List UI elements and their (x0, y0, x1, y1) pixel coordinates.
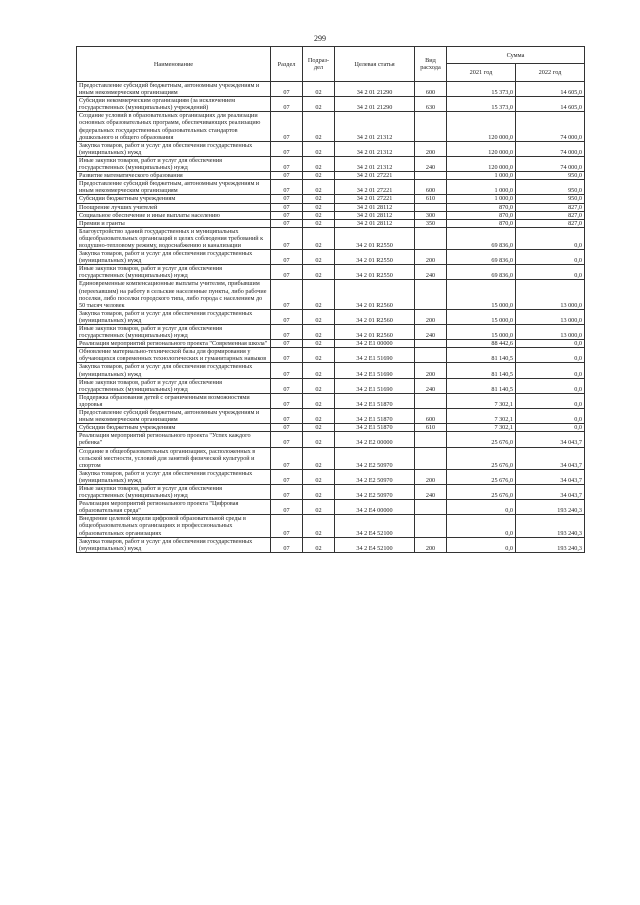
table-row (77, 112, 585, 141)
cell-subsection: 02 (303, 112, 335, 141)
cell-2021: 69 836,0 (447, 250, 516, 265)
cell-name: Обновление материально-технической базы для формирования у обучающихся современных технологических и гуманитарных навыков (77, 348, 271, 363)
cell-target: 34 2 E4 52100 (335, 537, 415, 552)
cell-subsection: 02 (303, 393, 335, 408)
cell-target: 34 2 E1 00000 (335, 340, 415, 348)
cell-type: 600 (415, 409, 447, 424)
cell-subsection: 02 (303, 447, 335, 469)
table-row (77, 363, 585, 378)
cell-2022: 0,0 (516, 340, 585, 348)
header-subsection: Подраз- дел (303, 47, 335, 82)
table-row (77, 432, 585, 447)
cell-2022: 13 000,0 (516, 280, 585, 309)
cell-2022: 13 000,0 (516, 309, 585, 324)
cell-section: 07 (271, 265, 303, 280)
cell-subsection: 02 (303, 537, 335, 552)
cell-name: Иные закупки товаров, работ и услуг для обеспечения государственных (муниципальных) нужд (77, 325, 271, 340)
cell-2022: 0,0 (516, 424, 585, 432)
cell-2021: 120 000,0 (447, 141, 516, 156)
cell-2021: 25 676,0 (447, 469, 516, 484)
table-row (77, 447, 585, 469)
cell-type: 200 (415, 537, 447, 552)
cell-2022: 950,0 (516, 180, 585, 195)
cell-type: 610 (415, 195, 447, 203)
cell-name: Закупка товаров, работ и услуг для обеспечения государственных (муниципальных) нужд (77, 363, 271, 378)
cell-subsection: 02 (303, 172, 335, 180)
cell-section: 07 (271, 211, 303, 219)
cell-section: 07 (271, 325, 303, 340)
cell-2022: 34 043,7 (516, 484, 585, 499)
cell-2021: 7 302,1 (447, 424, 516, 432)
cell-type (415, 340, 447, 348)
table-row (77, 227, 585, 249)
cell-target: 34 2 01 R2560 (335, 309, 415, 324)
cell-name: Предоставление субсидий бюджетным, автономным учреждениям и иным некоммерческим организациям (77, 82, 271, 97)
table-row (77, 195, 585, 203)
cell-section: 07 (271, 82, 303, 97)
cell-target: 34 2 01 27221 (335, 180, 415, 195)
cell-2021: 7 302,1 (447, 393, 516, 408)
cell-2022: 34 043,7 (516, 469, 585, 484)
table-row (77, 141, 585, 156)
cell-section: 07 (271, 309, 303, 324)
cell-type (415, 500, 447, 515)
cell-section: 07 (271, 432, 303, 447)
cell-name: Иные закупки товаров, работ и услуг для обеспечения государственных (муниципальных) нужд (77, 265, 271, 280)
cell-target: 34 2 01 27221 (335, 195, 415, 203)
cell-target: 34 2 01 21312 (335, 156, 415, 171)
cell-subsection: 02 (303, 409, 335, 424)
table-row (77, 172, 585, 180)
cell-2021: 120 000,0 (447, 112, 516, 141)
cell-2021: 81 140,5 (447, 378, 516, 393)
cell-2021: 120 000,0 (447, 156, 516, 171)
cell-section: 07 (271, 484, 303, 499)
header-section: Раздел (271, 47, 303, 82)
cell-target: 34 2 01 21312 (335, 141, 415, 156)
cell-2021: 1 000,0 (447, 180, 516, 195)
cell-type (415, 432, 447, 447)
cell-2022: 0,0 (516, 348, 585, 363)
cell-target: 34 2 01 21290 (335, 97, 415, 112)
cell-target: 34 2 E4 52100 (335, 515, 415, 537)
cell-subsection: 02 (303, 156, 335, 171)
table-row (77, 424, 585, 432)
cell-target: 34 2 01 R2550 (335, 265, 415, 280)
cell-subsection: 02 (303, 363, 335, 378)
cell-target: 34 2 E2 50970 (335, 484, 415, 499)
cell-2021: 81 140,5 (447, 348, 516, 363)
cell-name: Субсидии некоммерческим организациям (за исключением государственных (муниципальных) учреждений) (77, 97, 271, 112)
cell-2022: 950,0 (516, 172, 585, 180)
cell-type (415, 393, 447, 408)
cell-name: Развитие математического образования (77, 172, 271, 180)
cell-target: 34 2 E2 50970 (335, 469, 415, 484)
cell-name: Субсидии бюджетным учреждениям (77, 424, 271, 432)
cell-target: 34 2 01 21312 (335, 112, 415, 141)
table-row (77, 484, 585, 499)
cell-type (415, 280, 447, 309)
cell-section: 07 (271, 409, 303, 424)
cell-2021: 69 836,0 (447, 265, 516, 280)
header-year-2022: 2022 год (516, 64, 585, 82)
cell-2021: 15 000,0 (447, 280, 516, 309)
cell-name: Поддержка образования детей с ограниченными возможностями здоровья (77, 393, 271, 408)
cell-subsection: 02 (303, 515, 335, 537)
cell-type: 240 (415, 265, 447, 280)
cell-2021: 15 000,0 (447, 325, 516, 340)
cell-2022: 34 043,7 (516, 432, 585, 447)
cell-subsection: 02 (303, 378, 335, 393)
cell-name: Единовременные компенсационные выплаты учителям, прибывшим (переехавшим) на работу в сельские населенные пункты, либо рабочие поселки, либо поселки городского типа, либо города с населением до 50 тысяч человек (77, 280, 271, 309)
cell-2021: 81 140,5 (447, 363, 516, 378)
cell-section: 07 (271, 363, 303, 378)
cell-2021: 88 442,6 (447, 340, 516, 348)
cell-name: Создание в общеобразовательных организациях, расположенных в сельской местности, условий для занятий физической культурой и спортом (77, 447, 271, 469)
cell-subsection: 02 (303, 469, 335, 484)
cell-target: 34 2 E1 51870 (335, 424, 415, 432)
cell-target: 34 2 E4 00000 (335, 500, 415, 515)
cell-subsection: 02 (303, 211, 335, 219)
cell-2021: 1 000,0 (447, 195, 516, 203)
cell-name: Иные закупки товаров, работ и услуг для обеспечения государственных (муниципальных) нужд (77, 484, 271, 499)
table-row (77, 219, 585, 227)
cell-section: 07 (271, 469, 303, 484)
cell-type: 630 (415, 97, 447, 112)
cell-subsection: 02 (303, 309, 335, 324)
cell-type: 610 (415, 424, 447, 432)
cell-2022: 0,0 (516, 250, 585, 265)
cell-subsection: 02 (303, 250, 335, 265)
cell-subsection: 02 (303, 325, 335, 340)
cell-type (415, 172, 447, 180)
cell-type: 350 (415, 219, 447, 227)
cell-type: 600 (415, 82, 447, 97)
header-target: Целевая статья (335, 47, 415, 82)
cell-target: 34 2 01 28112 (335, 219, 415, 227)
cell-subsection: 02 (303, 97, 335, 112)
cell-2022: 193 240,3 (516, 537, 585, 552)
cell-subsection: 02 (303, 203, 335, 211)
cell-2021: 7 302,1 (447, 409, 516, 424)
table-row (77, 500, 585, 515)
cell-section: 07 (271, 500, 303, 515)
cell-target: 34 2 01 21290 (335, 82, 415, 97)
cell-target: 34 2 01 27221 (335, 172, 415, 180)
cell-target: 34 2 E2 00000 (335, 432, 415, 447)
cell-name: Закупка товаров, работ и услуг для обеспечения государственных (муниципальных) нужд (77, 537, 271, 552)
cell-section: 07 (271, 537, 303, 552)
cell-section: 07 (271, 112, 303, 141)
table-row (77, 156, 585, 171)
cell-target: 34 2 E1 51690 (335, 348, 415, 363)
cell-2022: 0,0 (516, 393, 585, 408)
cell-name: Предоставление субсидий бюджетным, автономным учреждениям и иным некоммерческим организациям (77, 180, 271, 195)
cell-2022: 0,0 (516, 227, 585, 249)
cell-target: 34 2 01 R2550 (335, 250, 415, 265)
cell-2022: 193 240,3 (516, 515, 585, 537)
cell-2022: 74 000,0 (516, 112, 585, 141)
cell-2021: 15 373,0 (447, 82, 516, 97)
cell-type: 240 (415, 378, 447, 393)
cell-type: 300 (415, 211, 447, 219)
cell-section: 07 (271, 378, 303, 393)
cell-target: 34 2 01 R2550 (335, 227, 415, 249)
cell-subsection: 02 (303, 195, 335, 203)
cell-name: Реализация мероприятий регионального проекта "Цифровая образовательная среда" (77, 500, 271, 515)
table-body (77, 82, 585, 553)
cell-2022: 827,0 (516, 203, 585, 211)
cell-2022: 827,0 (516, 211, 585, 219)
cell-target: 34 2 E2 50970 (335, 447, 415, 469)
cell-section: 07 (271, 227, 303, 249)
table-row (77, 97, 585, 112)
table-row (77, 203, 585, 211)
cell-name: Поощрение лучших учителей (77, 203, 271, 211)
cell-type (415, 112, 447, 141)
cell-name: Социальное обеспечение и иные выплаты населению (77, 211, 271, 219)
cell-subsection: 02 (303, 280, 335, 309)
cell-section: 07 (271, 424, 303, 432)
cell-type (415, 447, 447, 469)
cell-name: Благоустройство зданий государственных и муниципальных общеобразовательных организаций в целях соблюдения требований к воздушно-тепловому режиму, водоснабжению и канализации (77, 227, 271, 249)
cell-2021: 0,0 (447, 515, 516, 537)
header-name: Наименование (77, 47, 271, 82)
cell-subsection: 02 (303, 265, 335, 280)
cell-section: 07 (271, 97, 303, 112)
cell-type (415, 227, 447, 249)
cell-2022: 74 000,0 (516, 141, 585, 156)
table-row (77, 265, 585, 280)
cell-target: 34 2 01 R2560 (335, 325, 415, 340)
budget-table (76, 46, 585, 553)
cell-type: 200 (415, 469, 447, 484)
cell-type (415, 515, 447, 537)
cell-section: 07 (271, 141, 303, 156)
cell-section: 07 (271, 180, 303, 195)
table-row (77, 309, 585, 324)
cell-target: 34 2 E1 51870 (335, 409, 415, 424)
cell-name: Предоставление субсидий бюджетным, автономным учреждениям и иным некоммерческим организациям (77, 409, 271, 424)
cell-type: 240 (415, 156, 447, 171)
cell-name: Реализация мероприятий регионального проекта "Современная школа" (77, 340, 271, 348)
cell-section: 07 (271, 156, 303, 171)
cell-2022: 0,0 (516, 363, 585, 378)
table-row (77, 409, 585, 424)
table-row (77, 82, 585, 97)
table-row (77, 250, 585, 265)
cell-2022: 193 240,3 (516, 500, 585, 515)
cell-2021: 69 836,0 (447, 227, 516, 249)
cell-2022: 13 000,0 (516, 325, 585, 340)
cell-2022: 74 000,0 (516, 156, 585, 171)
cell-section: 07 (271, 340, 303, 348)
cell-section: 07 (271, 172, 303, 180)
cell-subsection: 02 (303, 141, 335, 156)
table-row (77, 515, 585, 537)
cell-subsection: 02 (303, 484, 335, 499)
cell-type: 600 (415, 180, 447, 195)
cell-subsection: 02 (303, 180, 335, 195)
table-row (77, 469, 585, 484)
cell-2021: 870,0 (447, 203, 516, 211)
cell-name: Внедрение целевой модели цифровой образовательной среды в общеобразовательных организациях и профессиональных образовательных организациях (77, 515, 271, 537)
header-sum: Сумма (447, 47, 585, 64)
cell-subsection: 02 (303, 219, 335, 227)
table-row (77, 393, 585, 408)
cell-section: 07 (271, 195, 303, 203)
cell-type (415, 348, 447, 363)
cell-2022: 0,0 (516, 265, 585, 280)
cell-subsection: 02 (303, 500, 335, 515)
cell-2021: 15 000,0 (447, 309, 516, 324)
cell-section: 07 (271, 393, 303, 408)
cell-section: 07 (271, 203, 303, 211)
table-row (77, 180, 585, 195)
cell-2022: 14 605,0 (516, 82, 585, 97)
cell-target: 34 2 E1 51690 (335, 378, 415, 393)
cell-2022: 0,0 (516, 378, 585, 393)
cell-type: 200 (415, 141, 447, 156)
table-row (77, 348, 585, 363)
cell-type: 200 (415, 363, 447, 378)
cell-2021: 870,0 (447, 211, 516, 219)
cell-section: 07 (271, 250, 303, 265)
cell-2022: 0,0 (516, 409, 585, 424)
cell-target: 34 2 E1 51870 (335, 393, 415, 408)
cell-name: Субсидии бюджетным учреждениям (77, 195, 271, 203)
cell-name: Создание условий в образовательных организациях для реализации основных образовательных программ, обеспечивающих реализацию федеральных государственных образовательных стандартов дошкольного и общего образования (77, 112, 271, 141)
cell-subsection: 02 (303, 227, 335, 249)
cell-subsection: 02 (303, 348, 335, 363)
cell-type (415, 203, 447, 211)
cell-name: Реализация мероприятий регионального проекта "Успех каждого ребенка" (77, 432, 271, 447)
cell-2021: 0,0 (447, 537, 516, 552)
cell-type: 200 (415, 309, 447, 324)
table-row (77, 280, 585, 309)
cell-target: 34 2 01 28112 (335, 203, 415, 211)
cell-target: 34 2 01 R2560 (335, 280, 415, 309)
header-year-2021: 2021 год (447, 64, 516, 82)
cell-2021: 25 676,0 (447, 447, 516, 469)
cell-type: 240 (415, 484, 447, 499)
cell-target: 34 2 01 28112 (335, 211, 415, 219)
cell-subsection: 02 (303, 424, 335, 432)
cell-name: Закупка товаров, работ и услуг для обеспечения государственных (муниципальных) нужд (77, 469, 271, 484)
cell-name: Премии и гранты (77, 219, 271, 227)
cell-section: 07 (271, 515, 303, 537)
cell-2021: 25 676,0 (447, 484, 516, 499)
cell-subsection: 02 (303, 82, 335, 97)
cell-section: 07 (271, 348, 303, 363)
cell-2021: 25 676,0 (447, 432, 516, 447)
cell-section: 07 (271, 280, 303, 309)
cell-name: Иные закупки товаров, работ и услуг для обеспечения государственных (муниципальных) нужд (77, 378, 271, 393)
table-row (77, 378, 585, 393)
cell-2022: 950,0 (516, 195, 585, 203)
cell-target: 34 2 E1 51690 (335, 363, 415, 378)
table-row (77, 325, 585, 340)
cell-2022: 34 043,7 (516, 447, 585, 469)
cell-type: 240 (415, 325, 447, 340)
header-type: Вид расхода (415, 47, 447, 82)
page-number: 299 (314, 34, 326, 43)
cell-subsection: 02 (303, 432, 335, 447)
cell-2021: 0,0 (447, 500, 516, 515)
cell-type: 200 (415, 250, 447, 265)
cell-name: Закупка товаров, работ и услуг для обеспечения государственных (муниципальных) нужд (77, 141, 271, 156)
cell-2021: 870,0 (447, 219, 516, 227)
cell-2021: 1 000,0 (447, 172, 516, 180)
cell-name: Закупка товаров, работ и услуг для обеспечения государственных (муниципальных) нужд (77, 250, 271, 265)
cell-name: Закупка товаров, работ и услуг для обеспечения государственных (муниципальных) нужд (77, 309, 271, 324)
table-row (77, 211, 585, 219)
table-row (77, 537, 585, 552)
cell-2022: 827,0 (516, 219, 585, 227)
cell-section: 07 (271, 447, 303, 469)
cell-name: Иные закупки товаров, работ и услуг для обеспечения государственных (муниципальных) нужд (77, 156, 271, 171)
cell-subsection: 02 (303, 340, 335, 348)
cell-section: 07 (271, 219, 303, 227)
table-row (77, 340, 585, 348)
cell-2022: 14 605,0 (516, 97, 585, 112)
cell-2021: 15 373,0 (447, 97, 516, 112)
